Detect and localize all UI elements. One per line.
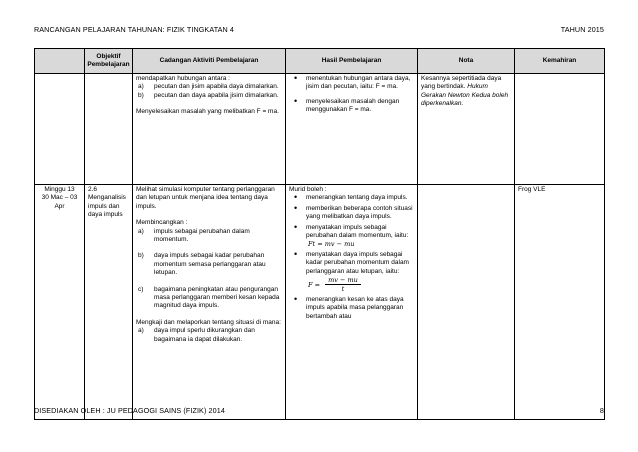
cell-outcome (286, 185, 418, 420)
list-item: b) daya impuls sebagai kadar perubahan momentum semasa perlanggaran atau letupan. (138, 252, 266, 277)
activity-intro: Melihat simulasi komputer tentang perlanggaran dan letupan untuk menjana idea tentang daya impuls. (136, 186, 275, 210)
cell-skills (515, 74, 605, 185)
cell-objective (85, 74, 133, 185)
document-year: TAHUN 2015 (560, 25, 604, 34)
table-row (35, 185, 605, 420)
activity-discuss: Membincangkan : (136, 219, 188, 227)
list-item: a) daya impul sperlu dikurangkan dan bagaimana ia dapat dilakukan. (138, 327, 255, 343)
cell-skills: Frog VLE (515, 185, 605, 420)
header-objective: Objektif Pembelajaran (85, 49, 133, 74)
cell-objective (85, 185, 133, 420)
list-item: • menerangkan kesan ke atas daya impuls apabila masa pelanggaran bertambah atau (289, 296, 414, 321)
list-item: • menentukan hubungan antara daya, jisim dan pecutan, iaitu: F = ma. (289, 75, 414, 92)
note-text: Kesannya sepertitiada daya yang bertindak. (421, 75, 502, 91)
list-item: b) pecutan dan daya apabila jisim dimalarkan. (138, 91, 279, 99)
list-item: • menyatakan impuls sebagai perubahan dalam momentum, iaitu: Ft = mv − mu (289, 224, 414, 249)
cell-note (418, 74, 515, 185)
cell-activity (133, 185, 286, 420)
force-equation: F = $\frac{mv - mu}{t}$ (306, 276, 414, 294)
objective-text: Menganalisis impuls dan daya impuls (88, 194, 126, 219)
list-item: • memberikan beberapa contoh situasi yang melibatkan daya impuls. (289, 205, 414, 222)
header-activity: Cadangan Aktiviti Pembelajaran (133, 49, 286, 74)
activity-report-list (136, 327, 282, 344)
page-number: 8 (599, 406, 604, 415)
objective-code: 2.6 (88, 186, 98, 193)
cell-week (35, 74, 85, 185)
activity-intro: mendapatkan hubungan antara : (136, 75, 230, 82)
list-item: • menerangkan tentang daya impuls. (289, 194, 414, 202)
header-note: Nota (418, 49, 515, 74)
list-item: a) pecutan dan jisim apabila daya dimalarkan. (138, 83, 279, 91)
outcome-list (289, 194, 414, 321)
table-header-row (35, 49, 605, 74)
lesson-plan-table (34, 48, 605, 420)
cell-outcome (286, 74, 418, 185)
cell-note (418, 185, 515, 420)
cell-week: Minggu 13 30 Mac – 03 Apr (35, 185, 85, 420)
header-skills: Kemahiran (515, 49, 605, 74)
list-item: • menyelesaikan masalah dengan menggunakan F = ma. (289, 98, 414, 115)
header-outcome: Hasil Pembelajaran (286, 49, 418, 74)
list-item: a) impuls sebagai perubahan dalam momentum. (138, 227, 250, 244)
list-item: c) bagaimana peningkatan atau pengurangan masa perlanggaran memberi kesan kepada magnitud daya impuls. (138, 285, 280, 310)
outcome-intro: Murid boleh : (289, 186, 327, 193)
table-row (35, 74, 605, 185)
document-title: RANCANGAN PELAJARAN TAHUNAN: FIZIK TINGKATAN 4 (34, 25, 235, 34)
page-footer (34, 406, 604, 415)
outcome-list (289, 75, 414, 115)
activity-list (136, 83, 282, 100)
activity-list (136, 228, 282, 311)
header-week (35, 49, 85, 74)
cell-activity (133, 74, 286, 185)
impulse-equation: Ft = mv − mu (308, 240, 355, 249)
list-item: • menyatakan daya impuls sebagai kadar perubahan momentum dalam perlanggaran atau letupan, iaitu: F = $\frac{mv - mu}{t}$ (289, 251, 414, 294)
footer-author: DISEDIAKAN OLEH : JU PEDAGOGI SAINS (FIZIK) 2014 (34, 406, 225, 415)
page-header (34, 25, 604, 34)
activity-outro: Menyelesaikan masalah yang melibatkan F = ma. (136, 108, 279, 116)
activity-report: Mengkaji dan melaporkan tentang situasi di mana: (136, 318, 281, 326)
note-italic: Hukum Gerakan Newton Kedua boleh diperkenalkan. (421, 83, 509, 108)
